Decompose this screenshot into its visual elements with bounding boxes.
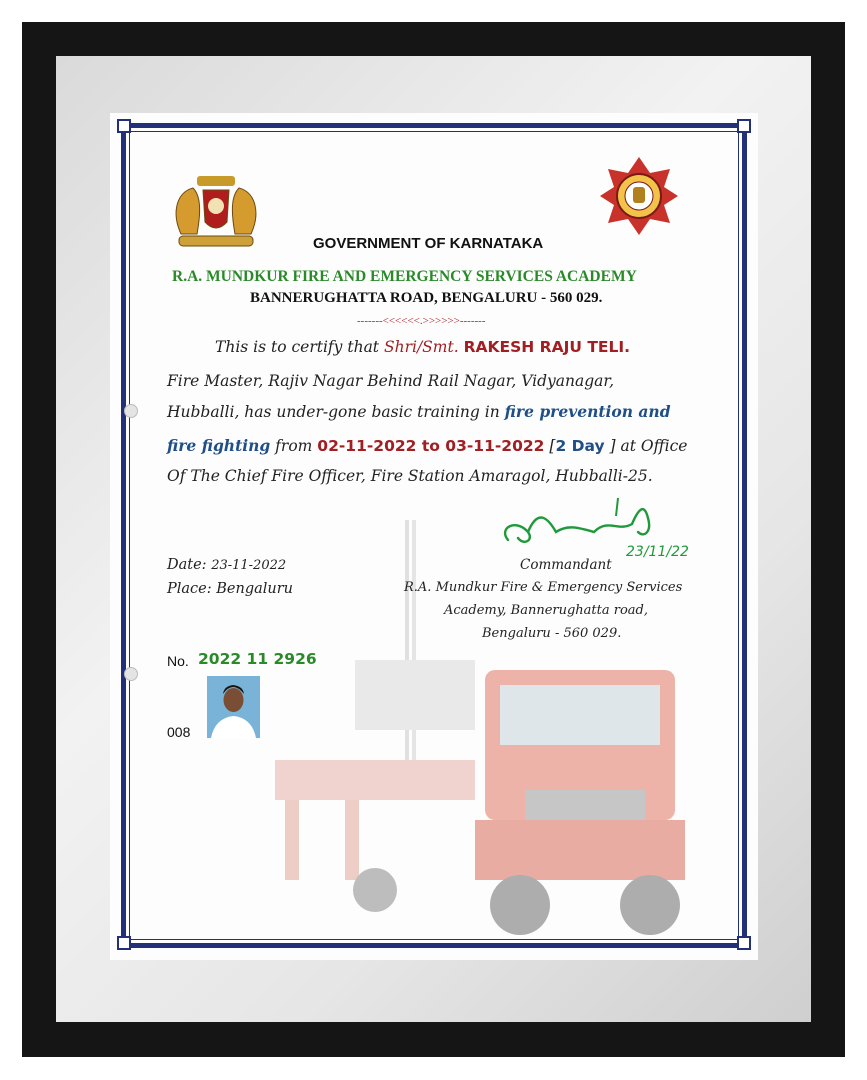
- recipient-name: RAKESH RAJU TELI.: [463, 338, 631, 356]
- course-name-part2: fire fighting: [167, 436, 271, 455]
- recipient-photo: [207, 676, 260, 738]
- training-duration: 2 Day: [555, 437, 605, 455]
- honorific: Shri/Smt.: [383, 338, 459, 356]
- certificate-line-4: [167, 436, 687, 455]
- training-dates: 02-11-2022 to 03-11-2022: [317, 437, 545, 455]
- training-text: Hubballi, has under-gone basic training in: [167, 403, 500, 421]
- place-label: Place:: [167, 581, 212, 597]
- at-office-text: at Office: [620, 437, 688, 455]
- border-corner: [117, 936, 131, 950]
- date-label: Date:: [167, 557, 207, 573]
- date-value: 23-11-2022: [211, 558, 287, 573]
- serial-code: 008: [167, 724, 191, 740]
- bracket-close: ]: [609, 437, 616, 455]
- border-corner: [737, 119, 751, 133]
- certificate-line-2: Fire Master, Rajiv Nagar Behind Rail Nagar, Vidyanagar,: [167, 372, 615, 390]
- issue-place: [167, 581, 293, 597]
- certificate-line-5: Of The Chief Fire Officer, Fire Station Amaragol, Hubballi-25.: [167, 467, 653, 485]
- certify-text: This is to certify that: [215, 338, 380, 356]
- commandant-org-line-3: Bengaluru - 560 029.: [482, 626, 622, 641]
- certificate-number-label: No.: [167, 653, 189, 669]
- commandant-signature: [498, 488, 703, 566]
- academy-address: BANNERUGHATTA ROAD, BENGALURU - 560 029.: [250, 290, 603, 306]
- certificate-number: 2022 11 2926: [198, 650, 317, 668]
- certificate-line-1: [215, 338, 630, 356]
- border-corner: [117, 119, 131, 133]
- punch-hole: [124, 667, 138, 681]
- academy-name: R.A. MUNDKUR FIRE AND EMERGENCY SERVICES ACADEMY: [172, 268, 637, 285]
- svg-text:23/11/22: 23/11/22: [626, 544, 689, 560]
- fire-services-badge: [598, 155, 680, 237]
- punch-hole: [124, 404, 138, 418]
- commandant-org-line-1: R.A. Mundkur Fire & Emergency Services: [404, 580, 683, 595]
- bracket-open: [: [549, 437, 556, 455]
- ornamental-divider: -------<<<<<<.>>>>>>-------: [357, 315, 486, 327]
- course-name-part1: fire prevention and: [504, 402, 671, 421]
- certificate-line-3: [167, 402, 671, 421]
- from-word: from: [275, 437, 313, 455]
- karnataka-emblem: [167, 172, 265, 252]
- commandant-org-line-2: Academy, Bannerughatta road,: [444, 603, 648, 618]
- place-value: Bengaluru: [216, 581, 293, 597]
- government-title: GOVERNMENT OF KARNATAKA: [313, 235, 544, 252]
- issue-date: [167, 557, 286, 573]
- border-corner: [737, 936, 751, 950]
- commandant-title: Commandant: [520, 557, 612, 573]
